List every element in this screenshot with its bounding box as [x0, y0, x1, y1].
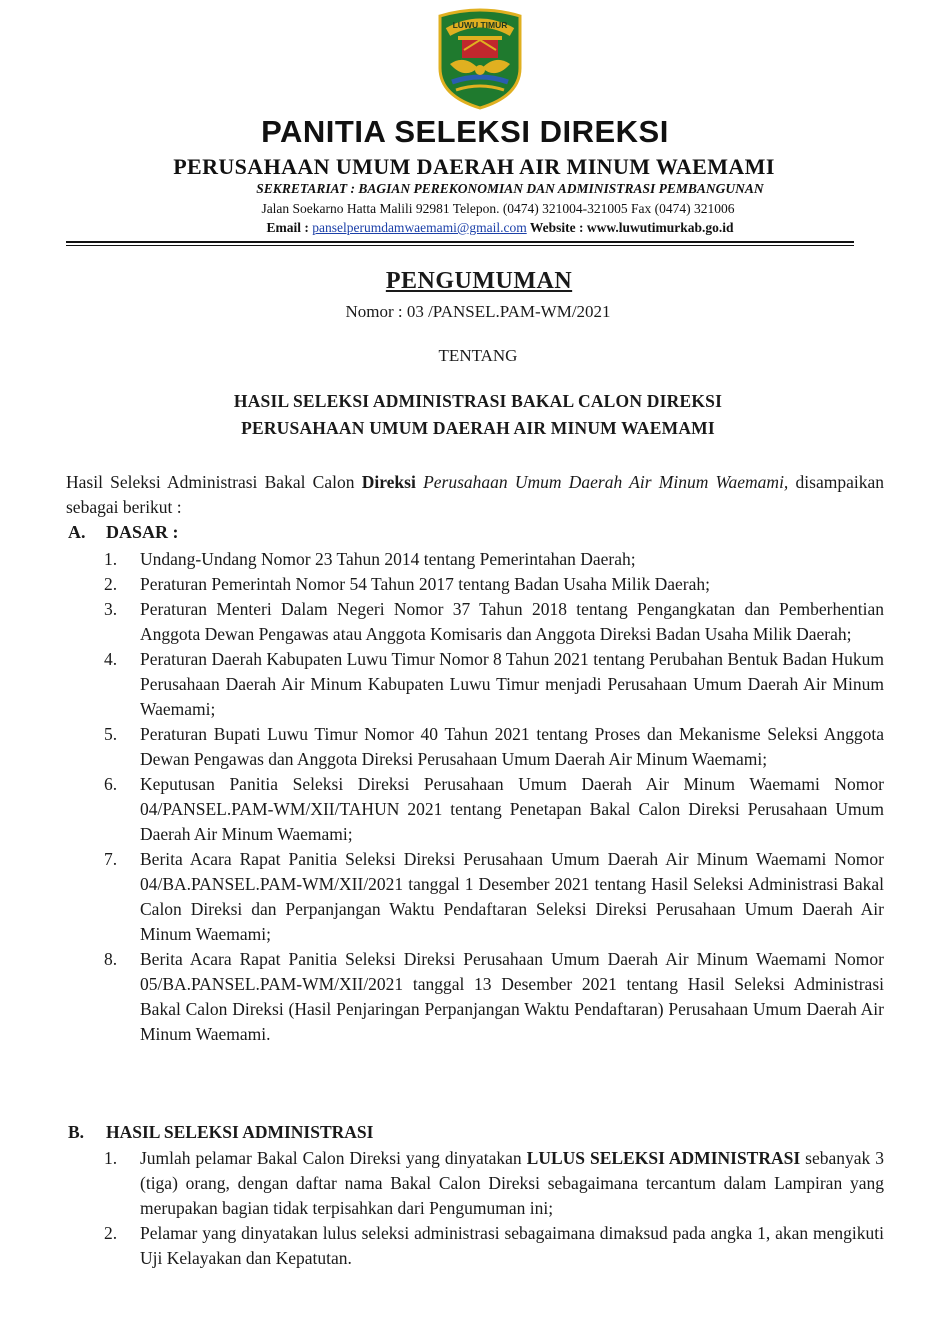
- intro-paragraph: [66, 470, 884, 520]
- email-link[interactable]: panselperumdamwaemami@gmail.com: [312, 220, 527, 235]
- list-item: [104, 847, 884, 947]
- section-b-list: [104, 1146, 884, 1271]
- website-label: Website :: [529, 220, 584, 235]
- contact-line: [0, 220, 930, 236]
- intro-bold: Direksi: [361, 472, 416, 492]
- item-number: 8.: [104, 949, 118, 969]
- header-divider: [66, 241, 854, 243]
- logo-text: LUWU TIMUR: [452, 20, 508, 30]
- item-text: Keputusan Panitia Seleksi Direksi Perusahaan Umum Daerah Air Minum Waemami Nomor 04/PANSEL.PAM-WM/XII/TAHUN 2021 tentang Penetapan Bakal Calon Direksi Perusahaan Umum Daerah Air Minum Waemami;: [140, 774, 884, 844]
- item-text: Berita Acara Rapat Panitia Seleksi Direksi Perusahaan Umum Daerah Air Minum Waemami Nomor 04/BA.PANSEL.PAM-WM/XII/2021 tanggal 1 Desember 2021 tentang Hasil Seleksi Administrasi Bakal Calon Direksi dan Perpanjangan Waktu Pendaftaran Seleksi Direksi Perusahaan Umum Daerah Air Minum Waemami;: [140, 849, 884, 944]
- item-text-pre: Jumlah pelamar Bakal Calon Direksi yang dinyatakan: [140, 1148, 527, 1168]
- subject-line-1: HASIL SELEKSI ADMINISTRASI BAKAL CALON DIREKSI: [233, 391, 723, 411]
- email-label: Email :: [266, 220, 309, 235]
- address-line: Jalan Soekarno Hatta Malili 92981 Telepon. (0474) 321004-321005 Fax (0474) 321006: [261, 201, 735, 216]
- section-a-label: A.: [68, 522, 86, 542]
- item-text: Peraturan Pemerintah Nomor 54 Tahun 2017 tentang Badan Usaha Milik Daerah;: [140, 574, 710, 594]
- list-item: [104, 947, 884, 1047]
- list-item: [104, 597, 884, 647]
- list-item: [104, 572, 884, 597]
- item-number: 5.: [104, 724, 118, 744]
- section-b-title: HASIL SELEKSI ADMINISTRASI: [106, 1122, 374, 1142]
- item-number: 4.: [104, 649, 118, 669]
- item-number: 2.: [104, 1223, 118, 1243]
- item-number: 3.: [104, 599, 118, 619]
- list-item: [104, 1221, 884, 1271]
- luwu-timur-logo: [434, 6, 526, 110]
- secretariat-line: SEKRETARIAT : BAGIAN PEREKONOMIAN DAN ADMINISTRASI PEMBANGUNAN: [256, 181, 764, 196]
- item-number: 1.: [104, 1148, 118, 1168]
- company-name: PERUSAHAAN UMUM DAERAH AIR MINUM WAEMAMI: [173, 154, 775, 179]
- item-text: Pelamar yang dinyatakan lulus seleksi administrasi sebagaimana dimaksud pada angka 1, akan mengikuti Uji Kelayakan dan Kepatutan.: [140, 1223, 884, 1268]
- list-item: [104, 722, 884, 772]
- announcement-title: PENGUMUMAN: [385, 268, 573, 294]
- intro-pre: Hasil Seleksi Administrasi Bakal Calon: [66, 472, 362, 492]
- item-text: Peraturan Bupati Luwu Timur Nomor 40 Tahun 2021 tentang Proses dan Mekanisme Seleksi Anggota Dewan Pengawas dan Anggota Direksi Perusahaan Umum Daerah Air Minum Waemami;: [140, 724, 884, 769]
- committee-title: PANITIA SELEKSI DIREKSI: [261, 114, 669, 149]
- item-text: Peraturan Menteri Dalam Negeri Nomor 37 Tahun 2018 tentang Pengangkatan dan Pemberhentian Anggota Dewan Pengawas atau Anggota Komisaris dan Anggota Direksi Badan Usaha Milik Daerah;: [140, 599, 884, 644]
- item-text: Peraturan Daerah Kabupaten Luwu Timur Nomor 8 Tahun 2021 tentang Perubahan Bentuk Badan Hukum Perusahaan Daerah Air Minum Kabupaten Luwu Timur menjadi Perusahaan Umum Daerah Air Minum Waemami;: [140, 649, 884, 719]
- item-number: 7.: [104, 849, 118, 869]
- item-number: 1.: [104, 549, 118, 569]
- intro-italic: Perusahaan Umum Daerah Air Minum Waemami,: [415, 472, 789, 492]
- intro-post: disampaikan sebagai berikut :: [66, 472, 884, 517]
- announcement-number: Nomor : 03 /PANSEL.PAM-WM/2021: [345, 302, 611, 321]
- item-text-post: sebanyak 3 (tiga) orang, dengan daftar nama Bakal Calon Direksi sebagaimana tercantum dalam Lampiran yang merupakan bagian tidak terpisahkan dari Pengumuman ini;: [140, 1148, 884, 1218]
- item-text-bold: LULUS SELEKSI ADMINISTRASI: [526, 1148, 801, 1168]
- section-b-heading: [68, 1122, 373, 1143]
- item-number: 6.: [104, 774, 118, 794]
- section-a-title: DASAR :: [106, 522, 179, 542]
- about-label: TENTANG: [438, 346, 518, 365]
- item-text: Undang-Undang Nomor 23 Tahun 2014 tentang Pemerintahan Daerah;: [140, 549, 636, 569]
- header-divider-thin: [66, 245, 854, 246]
- section-a-list: [104, 547, 884, 1047]
- subject-line-2: PERUSAHAAN UMUM DAERAH AIR MINUM WAEMAMI: [241, 418, 715, 438]
- item-text: Berita Acara Rapat Panitia Seleksi Direksi Perusahaan Umum Daerah Air Minum Waemami Nomor 05/BA.PANSEL.PAM-WM/XII/2021 tanggal 13 Desember 2021 tentang Hasil Seleksi Administrasi Bakal Calon Direksi (Hasil Penjaringan Perpanjangan Waktu Pendaftaran) Perusahaan Umum Daerah Air Minum Waemami.: [140, 949, 884, 1044]
- item-number: 2.: [104, 574, 118, 594]
- section-b-label: B.: [68, 1122, 85, 1142]
- list-item: [104, 1146, 884, 1221]
- list-item: [104, 547, 884, 572]
- website-value: www.luwutimurkab.go.id: [586, 220, 734, 235]
- section-a-heading: [68, 522, 179, 543]
- list-item: [104, 772, 884, 847]
- list-item: [104, 647, 884, 722]
